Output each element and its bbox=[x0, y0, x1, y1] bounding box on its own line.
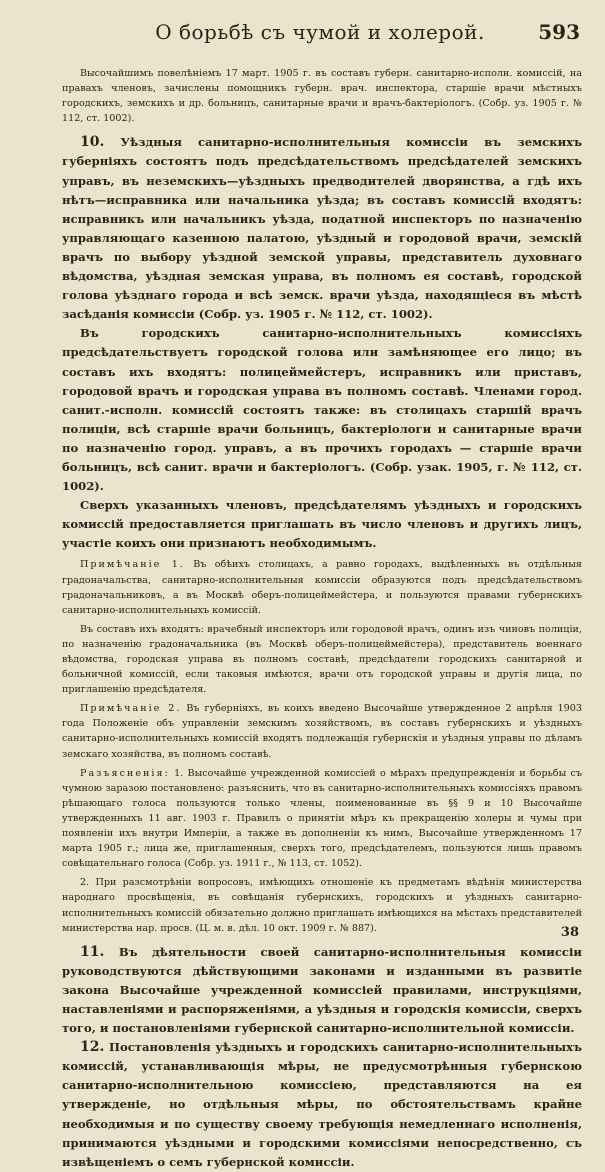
article-number: 12. bbox=[80, 1039, 105, 1056]
article-text: Въ дѣятельности своей санитарно-исполнительныя комиссіи руководствуются дѣйствующими законами и изданными въ развитіе закона Высочайше учрежденной комиссіей правилами, инструкціями, наставленіями и распоряженіями, а уѣздныя и городскія комиссіи, сверхъ того, и постановленіями губернской санитарно-исполнительной комиссіи. bbox=[62, 944, 582, 1036]
article-number: 10. bbox=[80, 134, 105, 151]
article-text: Постановленія уѣздныхъ и городскихъ санитарно-исполнительныхъ комиссій, устанавливающія мѣры, не предусмотрѣнныя губернскою санитарно-исполнительною комиссіею, представляются на ея утвержденіе, но отдѣльныя мѣры, по обстоятельствамъ крайне необходимыя и по существу своему требующія немедленнаго исполненія, принимаются уѣздными и городскими комиссіями непосредственно, съ извѣщеніемъ о семъ губернской комиссіи. bbox=[62, 1040, 582, 1169]
note-text: Въ обѣихъ столицахъ, а равно городахъ, выдѣленныхъ въ отдѣльныя градоначальства, санитарно-исполнительныя комиссіи образуются подъ предсѣдательствомъ градоначальниковъ, а въ Москвѣ оберъ-полицеймейстера, и пользуются правами губернскихъ санитарно-исполнительныхъ комиссій. bbox=[62, 559, 582, 616]
additional-members-paragraph: Сверхъ указанныхъ членовъ, предсѣдателямъ уѣздныхъ и городскихъ комиссій предоставляется приглашать въ число членовъ и другихъ лицъ, участіе коихъ они признаютъ необходимымъ. bbox=[62, 498, 582, 551]
article-number: 11. bbox=[80, 943, 105, 960]
explanations-2: 2. При разсмотрѣніи вопросовъ, имѣющихъ отношеніе къ предметамъ вѣдѣнія министерства народнаго просвѣщенія, въ совѣщанія губернскихъ, городскихъ и уѣздныхъ санитарно-исполнительныхъ комиссій обязательно должно приглашать имѣющихся на мѣстахъ представителей министерства нар. просв. (Ц. м. в. дѣл. 10 окт. 1909 г. № 887). bbox=[62, 877, 582, 934]
article-10 bbox=[62, 133, 582, 324]
explanations-1 bbox=[62, 766, 582, 872]
note-label: Примѣчаніе 2. bbox=[80, 703, 182, 715]
page-number: 593 bbox=[538, 20, 580, 44]
running-title: О борьбѣ съ чумой и холерой. bbox=[155, 20, 485, 44]
page-header bbox=[60, 20, 580, 50]
article-12 bbox=[62, 1038, 582, 1172]
note-1-continuation: Въ составъ ихъ входятъ: врачебный инспекторъ или городовой врачъ, одинъ изъ чиновъ полиціи, по назначенію градоначальника (въ Москвѣ оберъ-полицеймейстера), представитель военнаго вѣдомства, городская управа въ полномъ составѣ, предсѣдатели городскихъ санитарной и больничной комиссій, если таковыя имѣются, врачи отъ городской управы и другія лица, по приглашенію предсѣдателя. bbox=[62, 623, 582, 696]
explanations-label: Разъясненія: bbox=[80, 767, 170, 779]
note-text: Въ губерніяхъ, въ коихъ введено Высочайше утвержденное 2 апрѣля 1903 года Положеніе объ управленіи земскимъ хозяйствомъ, въ составъ губернскихъ и уѣздныхъ санитарно-исполнительныхъ комиссій входятъ подлежащія губернскія и уѣздныя управы по дѣламъ земскаго хозяйства, въ полномъ составѣ. bbox=[62, 703, 582, 760]
signature-mark: 38 bbox=[560, 925, 579, 940]
intro-paragraph: Высочайшимъ повелѣніемъ 17 март. 1905 г. въ составъ губерн. санитарно-исполн. комиссій, на правахъ членовъ, зачислены помощникъ губерн. врач. инспектора, старшіе врачи мѣстныхъ городскихъ, земскихъ и др. больницъ, санитарные врачи и врачъ-бактеріологъ. (Собр. уз. 1905 г. № 112, ст. 1002). bbox=[62, 68, 582, 125]
note-1 bbox=[62, 557, 582, 617]
article-text: Уѣздныя санитарно-исполнительныя комиссіи въ земскихъ губерніяхъ состоятъ подъ предсѣдательствомъ предсѣдателей земскихъ управъ, въ неземскихъ—уѣздныхъ предводителей дворянства, а гдѣ ихъ нѣтъ—исправника или начальника уѣзда; въ составъ комиссій входятъ: исправникъ или начальникъ уѣзда, податной инспекторъ по назначенію управляющаго казенною палатою, уѣздный и городовой врачи, земскій врачъ по выбору уѣздной земской управы, представитель духовнаго вѣдомства, уѣздная земская управа, въ полномъ ея составѣ, городской голова уѣзднаго города и всѣ земск. врачи уѣзда, находящіеся въ мѣстѣ засѣданія комиссіи (Собр. уз. 1905 г. № 112, ст. 1002). bbox=[62, 135, 582, 322]
article-11 bbox=[62, 943, 582, 1038]
note-label: Примѣчаніе 1. bbox=[80, 559, 185, 571]
page-body bbox=[62, 66, 582, 1172]
note-2 bbox=[62, 701, 582, 761]
explanation-text: 1. Высочайше учрежденной комиссіей о мѣрахъ предупрежденія и борьбы съ чумною заразою постановлено: разъяснить, что въ санитарно-исполнительныхъ комиссіяхъ правомъ рѣшающаго голоса пользуются только члены, поименованные въ §§ 9 и 10 Высочайше утвержденныхъ 11 авг. 1903 г. Правилъ о принятіи мѣръ къ прекращенію холеры и чумы при появленіи ихъ внутри Имперіи, а также въ дополненіи къ нимъ, Высочайше утвержденномъ 17 марта 1905 г.; лица же, приглашенныя, сверхъ того, предсѣдателемъ, пользуются лишь правомъ совѣщательнаго голоса (Собр. уз. 1911 г., № 113, ст. 1052). bbox=[62, 767, 582, 870]
city-commissions-paragraph: Въ городскихъ санитарно-исполнительныхъ комиссіяхъ предсѣдательствуетъ городской голова или замѣняющее его лицо; въ составъ ихъ входятъ: полицеймейстеръ, исправникъ или приставъ, городовой врачъ и городская управа въ полномъ составѣ. Членами город. санит.-исполн. комиссій состоятъ также: въ столицахъ старшій врачъ полиціи, всѣ старшіе врачи больницъ, бактеріологи и санитарные врачи по назначенію город. управъ, а въ прочихъ городахъ — старшіе врачи больницъ, всѣ санит. врачи и бактеріологъ. (Собр. узак. 1905, г. № 112, ст. 1002). bbox=[62, 326, 582, 494]
